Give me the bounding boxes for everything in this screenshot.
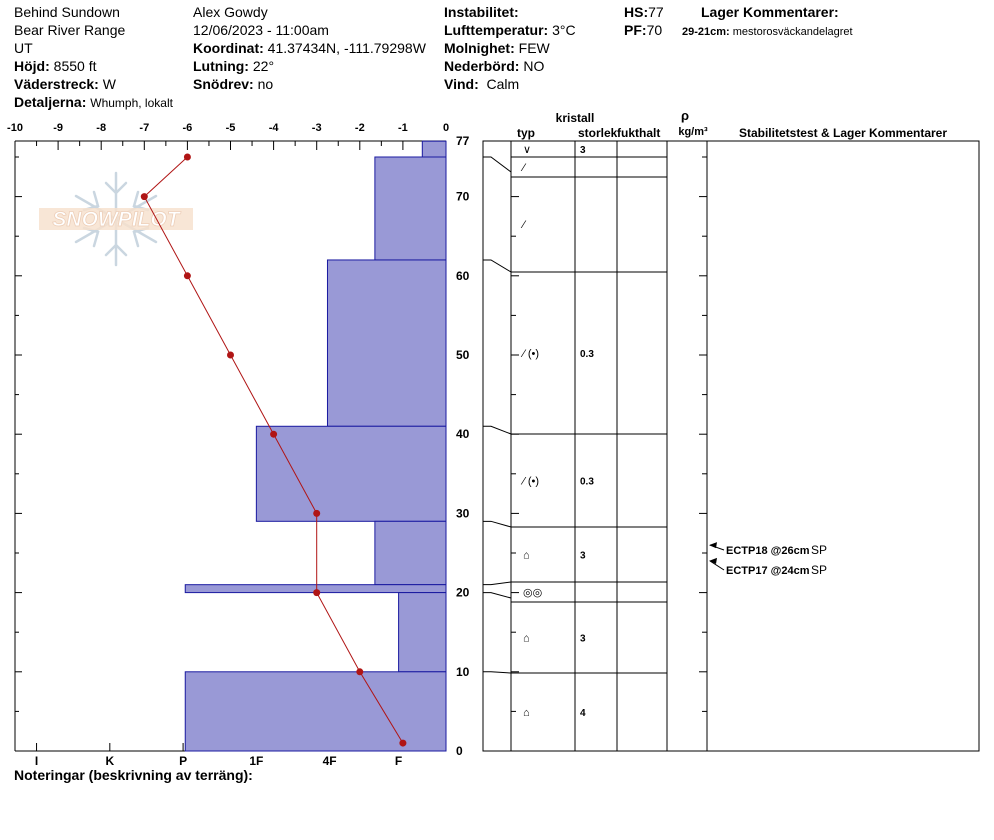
- wind-label: Vind:: [444, 76, 479, 92]
- header-crystal: kristall: [555, 111, 595, 125]
- height-tick-label: 20: [456, 585, 470, 600]
- temperature-point: [270, 431, 277, 438]
- details-value: Whumph, lokalt: [90, 96, 173, 110]
- temperature-point: [184, 272, 191, 279]
- temp-tick-label: -7: [139, 122, 150, 134]
- stability-arrow-head: [709, 542, 717, 548]
- observer: Alex Gowdy: [193, 4, 268, 20]
- crystal-type-5: ◎◎: [523, 587, 543, 599]
- crystal-type-2: ⁄ (•): [523, 348, 540, 360]
- height-tick-label: 70: [456, 189, 470, 204]
- aspect-label: Väderstreck:: [14, 76, 99, 92]
- watermark-text: SNOWPILOT: [52, 208, 180, 231]
- crystal-type-0: ∨: [523, 144, 532, 156]
- temp-tick-label: -9: [53, 122, 63, 134]
- drift-label: Snödrev:: [193, 76, 254, 92]
- height-tick-label: 30: [456, 506, 470, 521]
- sky-value: FEW: [518, 40, 550, 56]
- height-tick-label: 60: [456, 268, 470, 283]
- elevation-label: Höjd:: [14, 58, 50, 74]
- drift-value: no: [257, 76, 274, 92]
- stability-test-result: SP: [811, 563, 828, 577]
- elevation-value: 8550 ft: [53, 58, 97, 74]
- temp-tick-label: -2: [354, 122, 365, 134]
- crystal-type-extra: ⁄: [523, 162, 525, 174]
- precip-value: NO: [523, 58, 545, 74]
- wind-value: Calm: [486, 76, 520, 92]
- height-tick-label: 40: [456, 427, 470, 442]
- height-tick-label: 77: [456, 134, 470, 149]
- stability-test-label: ECTP18 @26cm: [726, 545, 810, 557]
- stability-arrow-line: [710, 561, 724, 570]
- temp-tick-label: -4: [268, 122, 279, 134]
- crystal-type-3: ⁄ (•): [523, 475, 540, 488]
- hardness-layer-2: [327, 260, 446, 426]
- range: Bear River Range: [14, 22, 126, 38]
- temperature-point: [313, 589, 320, 596]
- crystal-type-7: ⌂: [523, 707, 530, 719]
- temp-tick-label: -1: [398, 122, 408, 134]
- crystal-type-4: ⌂: [523, 549, 530, 562]
- temp-tick-label: -6: [182, 122, 193, 134]
- layer-table-frame: [483, 141, 979, 751]
- height-tick-label: 50: [456, 348, 470, 362]
- crystal-size-3: 0.3: [580, 476, 594, 488]
- pf-label: PF:: [624, 22, 647, 38]
- coord-label: Koordinat:: [193, 40, 264, 56]
- slope-value: 22°: [252, 58, 275, 74]
- crystal-type-6: ⌂: [523, 632, 530, 645]
- crystal-size-0: 3: [580, 145, 586, 156]
- temperature-point: [184, 154, 191, 161]
- layer-connector: [483, 672, 511, 673]
- layer-comments-title: Lager Kommentarer:: [701, 4, 839, 20]
- hardness-tick-label: 1F: [249, 754, 264, 768]
- state: UT: [14, 40, 33, 56]
- layer-comment-text: mestorosväckandelagret: [732, 26, 853, 38]
- notes-label: Noteringar (beskrivning av terräng):: [14, 767, 253, 783]
- temperature-point: [399, 740, 406, 747]
- stability-test-result: SP: [811, 543, 828, 557]
- coord-value: 41.37434N, -111.79298W: [267, 40, 426, 56]
- details-label: Detaljerna:: [14, 94, 87, 110]
- height-tick-label: 0: [456, 744, 463, 758]
- header-moisture: fukthalt: [617, 126, 661, 140]
- temperature-point: [313, 510, 320, 517]
- layer-connector: [483, 426, 511, 434]
- header-stability: Stabilitetstest & Lager Kommentarer: [738, 126, 948, 140]
- crystal-size-6: 3: [580, 633, 586, 645]
- hardness-tick-label: F: [394, 754, 403, 768]
- pf-value: 70: [646, 22, 663, 38]
- height-tick-label: 10: [456, 664, 470, 679]
- crystal-size-2: 0.3: [580, 349, 594, 360]
- precip-label: Nederbörd:: [444, 58, 520, 74]
- layer-comment-range: 29-21cm:: [682, 26, 730, 38]
- instability-label: Instabilitet:: [444, 4, 519, 20]
- stability-test-label: ECTP17 @24cm: [726, 565, 810, 577]
- crystal-size-4: 3: [580, 550, 586, 562]
- crystal-type-1: ⁄: [523, 219, 525, 231]
- temperature-point: [356, 668, 363, 675]
- slope-label: Lutning:: [193, 58, 249, 74]
- hardness-tick-label: 4F: [322, 754, 337, 768]
- hs-value: 77: [648, 4, 664, 20]
- hardness-tick-label: P: [179, 754, 188, 768]
- temperature-point: [227, 352, 234, 359]
- layer-connector: [483, 260, 511, 272]
- header-rho: ρ: [680, 108, 690, 123]
- hardness-layer-3: [256, 426, 446, 521]
- layer-connector: [483, 582, 511, 585]
- hardness-layer-0: [422, 141, 446, 157]
- hs-label: HS:: [624, 4, 649, 20]
- hardness-layers: [185, 141, 446, 751]
- location: Behind Sundown: [14, 4, 120, 20]
- hardness-tick-label: I: [34, 754, 39, 768]
- layer-connector: [483, 521, 511, 527]
- air-temp-value: 3°C: [552, 22, 576, 38]
- header-size: storlek: [578, 126, 618, 140]
- hardness-layer-6: [399, 593, 446, 672]
- temp-tick-label: 0: [442, 122, 450, 134]
- temp-tick-label: -3: [311, 122, 322, 134]
- hardness-layer-4: [375, 521, 446, 584]
- header-type: typ: [517, 126, 535, 140]
- temp-tick-label: -8: [96, 122, 107, 134]
- temp-tick-label: -10: [7, 122, 23, 134]
- datetime: 12/06/2023 - 11:00am: [193, 22, 329, 38]
- crystal-size-7: 4: [580, 708, 586, 719]
- air-temp-label: Lufttemperatur:: [444, 22, 549, 38]
- hardness-tick-label: K: [105, 754, 115, 768]
- hardness-layer-7: [185, 672, 446, 751]
- temp-tick-label: -5: [225, 122, 236, 134]
- snowpilot-watermark: [39, 173, 193, 265]
- layer-table: [483, 108, 979, 751]
- layer-connector: [483, 593, 511, 598]
- aspect-value: W: [102, 76, 116, 92]
- temperature-point: [141, 193, 148, 200]
- layer-connector: [483, 157, 511, 172]
- header-density-unit: kg/m³: [678, 126, 708, 138]
- hardness-layer-1: [375, 157, 446, 260]
- sky-label: Molnighet:: [444, 40, 515, 56]
